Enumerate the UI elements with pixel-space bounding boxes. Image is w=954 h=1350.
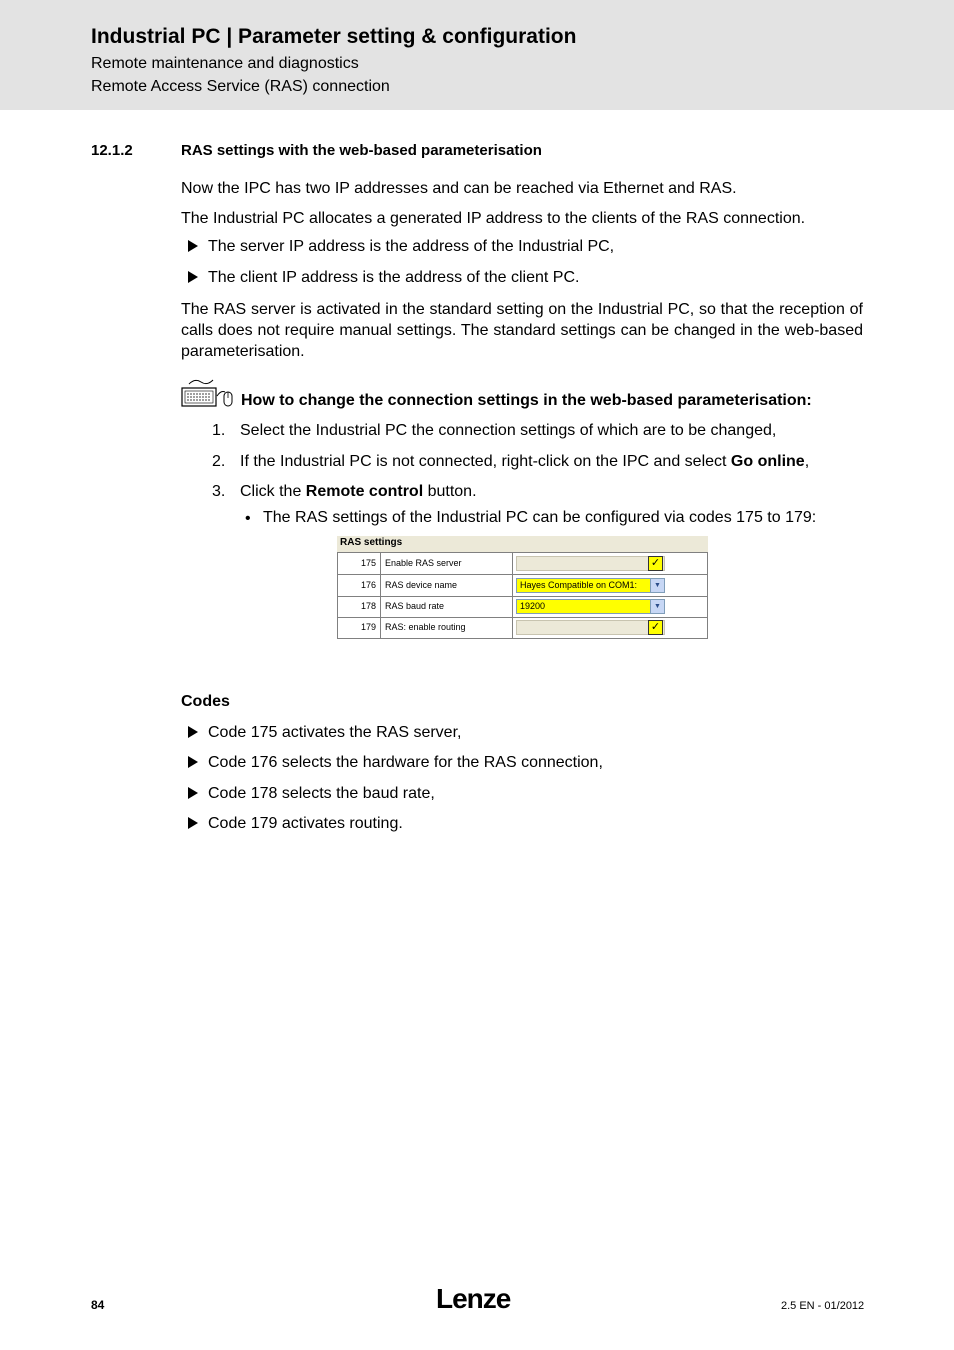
name-cell: RAS baud rate <box>381 596 513 617</box>
remote-control-label: Remote control <box>305 483 424 500</box>
name-cell: RAS: enable routing <box>381 617 513 638</box>
code-cell: 179 <box>338 617 381 638</box>
code-cell: 175 <box>338 553 381 574</box>
table-row <box>338 596 707 618</box>
name-cell: RAS device name <box>381 575 513 596</box>
enable-routing-checkbox[interactable]: ✓ <box>648 620 663 635</box>
table-row <box>338 617 707 638</box>
paragraph-ras-server: The RAS server is activated in the standard setting on the Industrial PC, so that the reception of calls does not require manual settings. The standard settings can be changed in the web-based parameterisation. <box>181 301 863 360</box>
sub-bullet-mark: • <box>245 510 251 527</box>
list-item: The server IP address is the address of the Industrial PC, <box>188 238 614 256</box>
sub-bullet-text: The RAS settings of the Industrial PC can be configured via codes 175 to 179: <box>263 509 817 526</box>
ras-settings-panel <box>337 536 708 639</box>
go-online-label: Go online <box>730 453 805 470</box>
list-item: Code 179 activates routing. <box>188 815 403 833</box>
keyboard-mouse-icon <box>181 378 233 415</box>
document-version: 2.5 EN - 01/2012 <box>781 1300 865 1312</box>
step-number: 2. <box>212 453 226 470</box>
enable-ras-server-checkbox[interactable]: ✓ <box>648 556 663 571</box>
code-cell: 178 <box>338 596 381 617</box>
lenze-logo: Lenze <box>436 1283 511 1314</box>
arrow-bullet-icon <box>188 756 198 768</box>
name-cell: Enable RAS server <box>381 553 513 574</box>
ras-baud-rate-select[interactable]: 19200 ▼ <box>516 599 665 614</box>
chevron-down-icon[interactable]: ▼ <box>650 579 664 592</box>
list-item: Code 175 activates the RAS server, <box>188 724 461 742</box>
list-item: Code 178 selects the baud rate, <box>188 785 435 803</box>
ras-settings-table <box>337 552 708 639</box>
section-title: RAS settings with the web-based parameterisation <box>181 142 542 159</box>
step-number: 1. <box>212 422 226 439</box>
codes-heading: Codes <box>181 693 230 710</box>
arrow-bullet-icon <box>188 271 198 283</box>
arrow-bullet-icon <box>188 726 198 738</box>
step-text: Select the Industrial PC the connection settings of which are to be changed, <box>240 422 777 439</box>
code-cell: 176 <box>338 575 381 596</box>
step-text: Click the Remote control button. <box>240 483 477 500</box>
header-subtitle-2: Remote Access Service (RAS) connection <box>91 78 390 95</box>
arrow-bullet-icon <box>188 787 198 799</box>
header-subtitle-1: Remote maintenance and diagnostics <box>91 55 359 72</box>
list-item: The client IP address is the address of the client PC. <box>188 269 579 287</box>
paragraph-ip-addresses: Now the IPC has two IP addresses and can be reached via Ethernet and RAS. <box>181 180 737 197</box>
paragraph-ip-allocation: The Industrial PC allocates a generated IP address to the clients of the RAS connection. <box>181 210 806 227</box>
header-title: Industrial PC | Parameter setting & configuration <box>91 25 577 48</box>
list-item: Code 176 selects the hardware for the RAS connection, <box>188 754 603 772</box>
ras-device-select[interactable]: Hayes Compatible on COM1: ▼ <box>516 578 665 593</box>
howto-heading: How to change the connection settings in the web-based parameterisation: <box>241 392 812 409</box>
page-header <box>0 0 954 110</box>
step-number: 3. <box>212 483 226 500</box>
step-text: If the Industrial PC is not connected, right-click on the IPC and select Go online, <box>240 453 810 470</box>
section-number: 12.1.2 <box>91 142 133 159</box>
table-row <box>338 575 707 597</box>
page-number: 84 <box>91 1298 105 1312</box>
table-row <box>338 553 707 575</box>
arrow-bullet-icon <box>188 817 198 829</box>
ras-settings-title: RAS settings <box>340 537 403 548</box>
arrow-bullet-icon <box>188 240 198 252</box>
chevron-down-icon[interactable]: ▼ <box>650 600 664 613</box>
